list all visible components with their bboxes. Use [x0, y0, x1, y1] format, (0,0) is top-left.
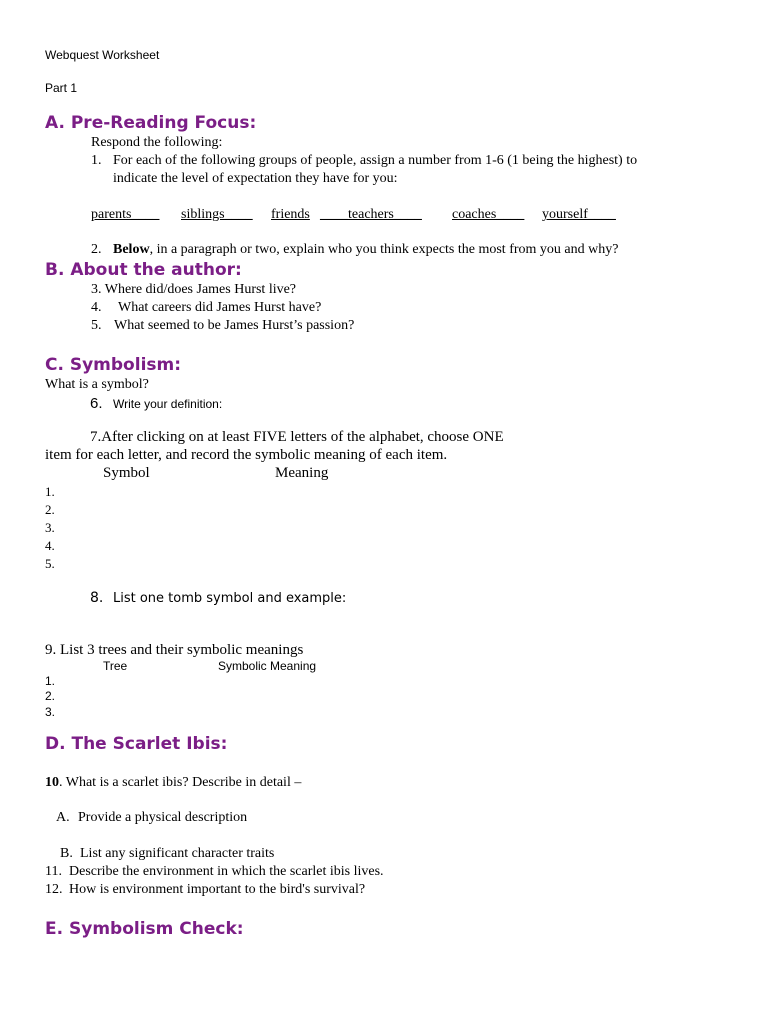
- list5-item-2: 2.: [45, 502, 55, 517]
- item-b-text: List any significant character traits: [80, 846, 275, 861]
- q12-text: How is environment important to the bird's survival?: [69, 882, 366, 897]
- q3-text: 3. Where did/does James Hurst live?: [91, 282, 297, 297]
- item-a-text: Provide a physical description: [78, 810, 248, 825]
- q11-text: Describe the environment in which the scarlet ibis lives.: [69, 864, 384, 879]
- section-b-heading: B. About the author:: [45, 260, 242, 280]
- q2-rest: , in a paragraph or two, explain who you think expects the most from you and why?: [149, 242, 619, 257]
- q8-text: List one tomb symbol and example:: [113, 591, 347, 606]
- group-siblings: siblings____: [181, 207, 253, 222]
- q5-text: What seemed to be James Hurst’s passion?: [114, 318, 355, 333]
- respond-intro: Respond the following:: [91, 135, 223, 150]
- group-yourself: yourself____: [542, 207, 616, 222]
- q7-line2: item for each letter, and record the symbolic meaning of each item.: [45, 447, 448, 463]
- group-parents: parents____: [91, 207, 160, 222]
- section-c-heading: C. Symbolism:: [45, 355, 182, 375]
- q1-line1: For each of the following groups of people, assign a number from 1-6 (1 being the highest) to: [113, 153, 638, 168]
- worksheet-title: Webquest Worksheet: [45, 48, 160, 62]
- item-b-label: B.: [60, 846, 73, 861]
- q9-text: 9. List 3 trees and their symbolic meanings: [45, 642, 304, 658]
- q2-number: 2.: [91, 242, 102, 257]
- list3-item-3: 3.: [45, 705, 56, 719]
- q7-line1: 7.After clicking on at least FIVE letters of the alphabet, choose ONE: [90, 429, 504, 445]
- list5-item-3: 3.: [45, 520, 55, 535]
- what-is-symbol: What is a symbol?: [45, 377, 149, 392]
- q5-number: 5.: [91, 318, 102, 333]
- col-tree: Tree: [103, 659, 128, 673]
- q1-number: 1.: [91, 153, 102, 168]
- group-teachers: ____teachers____: [320, 207, 422, 222]
- q10-text: [45, 776, 301, 790]
- list5-item-4: 4.: [45, 538, 55, 553]
- q6-text: Write your definition:: [113, 397, 223, 411]
- col-symbolic-meaning: Symbolic Meaning: [218, 659, 317, 673]
- group-friends: friends: [271, 207, 310, 222]
- q8-number: 8.: [90, 590, 104, 606]
- q2-text: [113, 243, 618, 257]
- q4-text: What careers did James Hurst have?: [118, 300, 322, 315]
- list3-item-1: 1.: [45, 674, 56, 688]
- section-e-heading: E. Symbolism Check:: [45, 919, 244, 939]
- q2-bold: Below: [113, 242, 150, 257]
- list5-item-5: 5.: [45, 556, 55, 571]
- q12-number: 12.: [45, 882, 63, 897]
- q11-number: 11.: [45, 864, 62, 879]
- group-coaches: coaches____: [452, 207, 525, 222]
- q4-number: 4.: [91, 300, 102, 315]
- section-a-heading: A. Pre-Reading Focus:: [45, 113, 257, 133]
- q10-rest: . What is a scarlet ibis? Describe in detail –: [59, 775, 302, 790]
- q6-number: 6.: [90, 395, 103, 412]
- list5-item-1: 1.: [45, 484, 55, 499]
- col-symbol: Symbol: [103, 465, 150, 481]
- q10-number: 10: [45, 775, 59, 790]
- section-d-heading: D. The Scarlet Ibis:: [45, 734, 228, 754]
- part-label: Part 1: [45, 81, 78, 95]
- list3-item-2: 2.: [45, 689, 56, 703]
- col-meaning: Meaning: [275, 465, 329, 481]
- item-a-label: A.: [56, 810, 70, 825]
- q1-line2: indicate the level of expectation they have for you:: [113, 171, 398, 186]
